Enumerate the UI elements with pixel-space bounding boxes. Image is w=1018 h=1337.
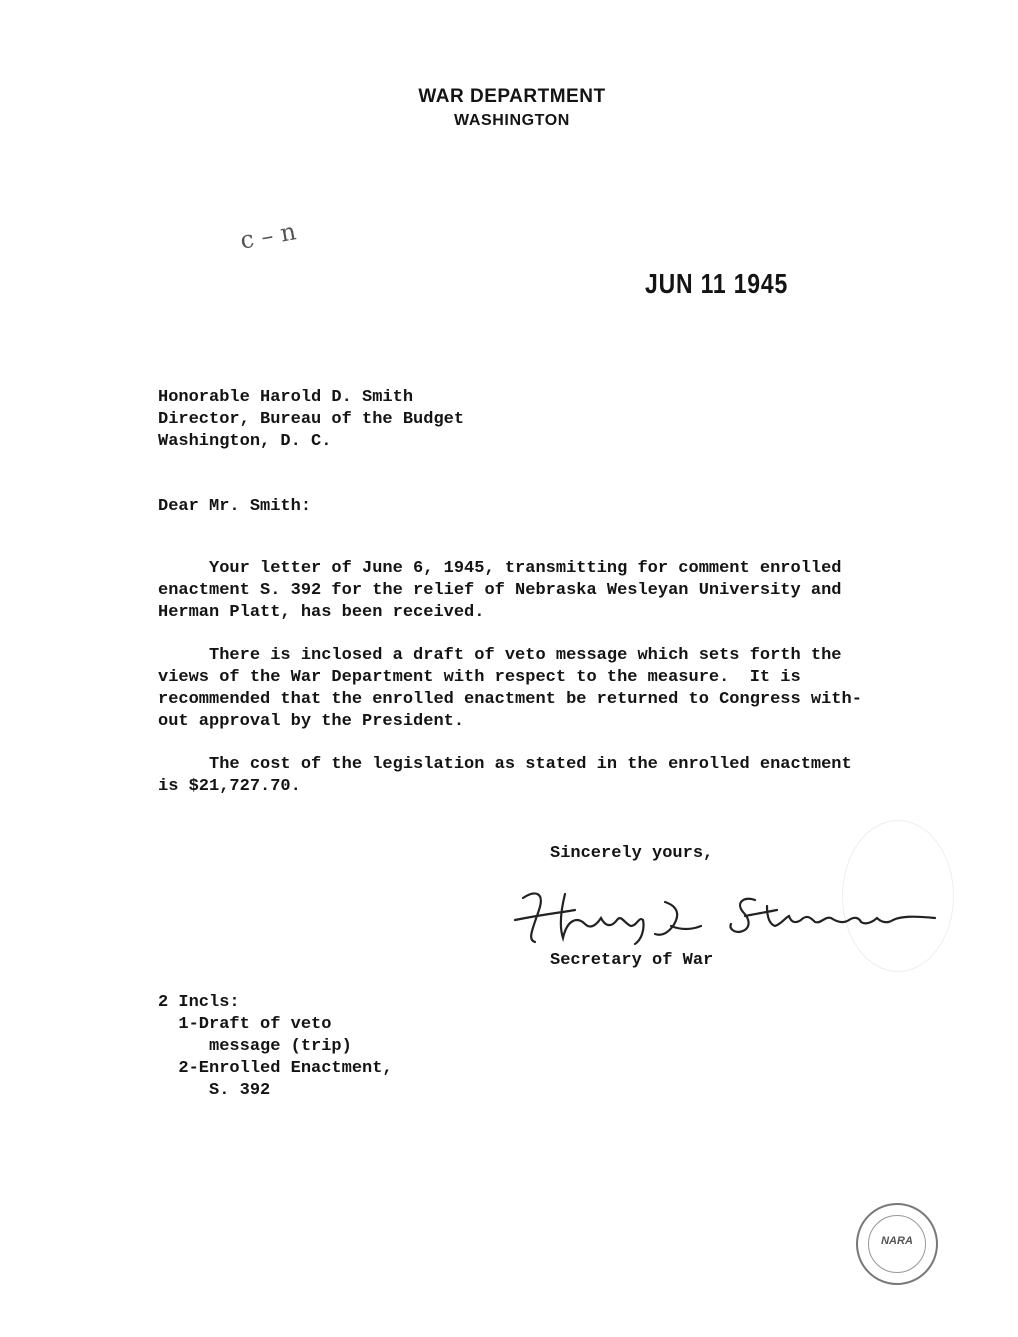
body-p1-line-1: Your letter of June 6, 1945, transmitting for comment enrolled [158, 559, 842, 578]
body-p2-line-2: views of the War Department with respect to the measure. It is [158, 668, 801, 687]
enclosure-1-line-1: 1-Draft of veto [158, 1015, 332, 1034]
library-seal [856, 1203, 938, 1285]
closing: Sincerely yours, [550, 844, 714, 863]
address-line-1: Honorable Harold D. Smith [158, 388, 414, 407]
enclosure-1-line-2: message (trip) [158, 1037, 352, 1056]
body-p2-line-3: recommended that the enrolled enactment be returned to Congress with- [158, 690, 862, 709]
signer-title: Secretary of War [550, 951, 714, 970]
body-p1-line-3: Herman Platt, has been received. [158, 603, 485, 622]
enclosure-2-line-1: 2-Enrolled Enactment, [158, 1059, 393, 1078]
date-stamp: JUN 11 1945 [645, 268, 789, 299]
address-line-2: Director, Bureau of the Budget [158, 410, 465, 429]
library-seal-text: NARA [881, 1235, 913, 1247]
salutation: Dear Mr. Smith: [158, 497, 312, 516]
body-p3-line-2: is $21,727.70. [158, 777, 301, 796]
body-p3-line-1: The cost of the legislation as stated in the enrolled enactment [158, 755, 852, 774]
address-line-3: Washington, D. C. [158, 432, 332, 451]
letterhead-city: WASHINGTON [454, 112, 570, 129]
enclosures-heading: 2 Incls: [158, 993, 240, 1012]
letterhead-title: WAR DEPARTMENT [418, 86, 606, 107]
signature [505, 880, 945, 950]
body-p1-line-2: enactment S. 392 for the relief of Nebraska Wesleyan University and [158, 581, 842, 600]
enclosure-2-line-2: S. 392 [158, 1081, 271, 1100]
handwritten-note: c – n [237, 217, 299, 255]
body-p2-line-4: out approval by the President. [158, 712, 465, 731]
body-p2-line-1: There is inclosed a draft of veto message which sets forth the [158, 646, 842, 665]
